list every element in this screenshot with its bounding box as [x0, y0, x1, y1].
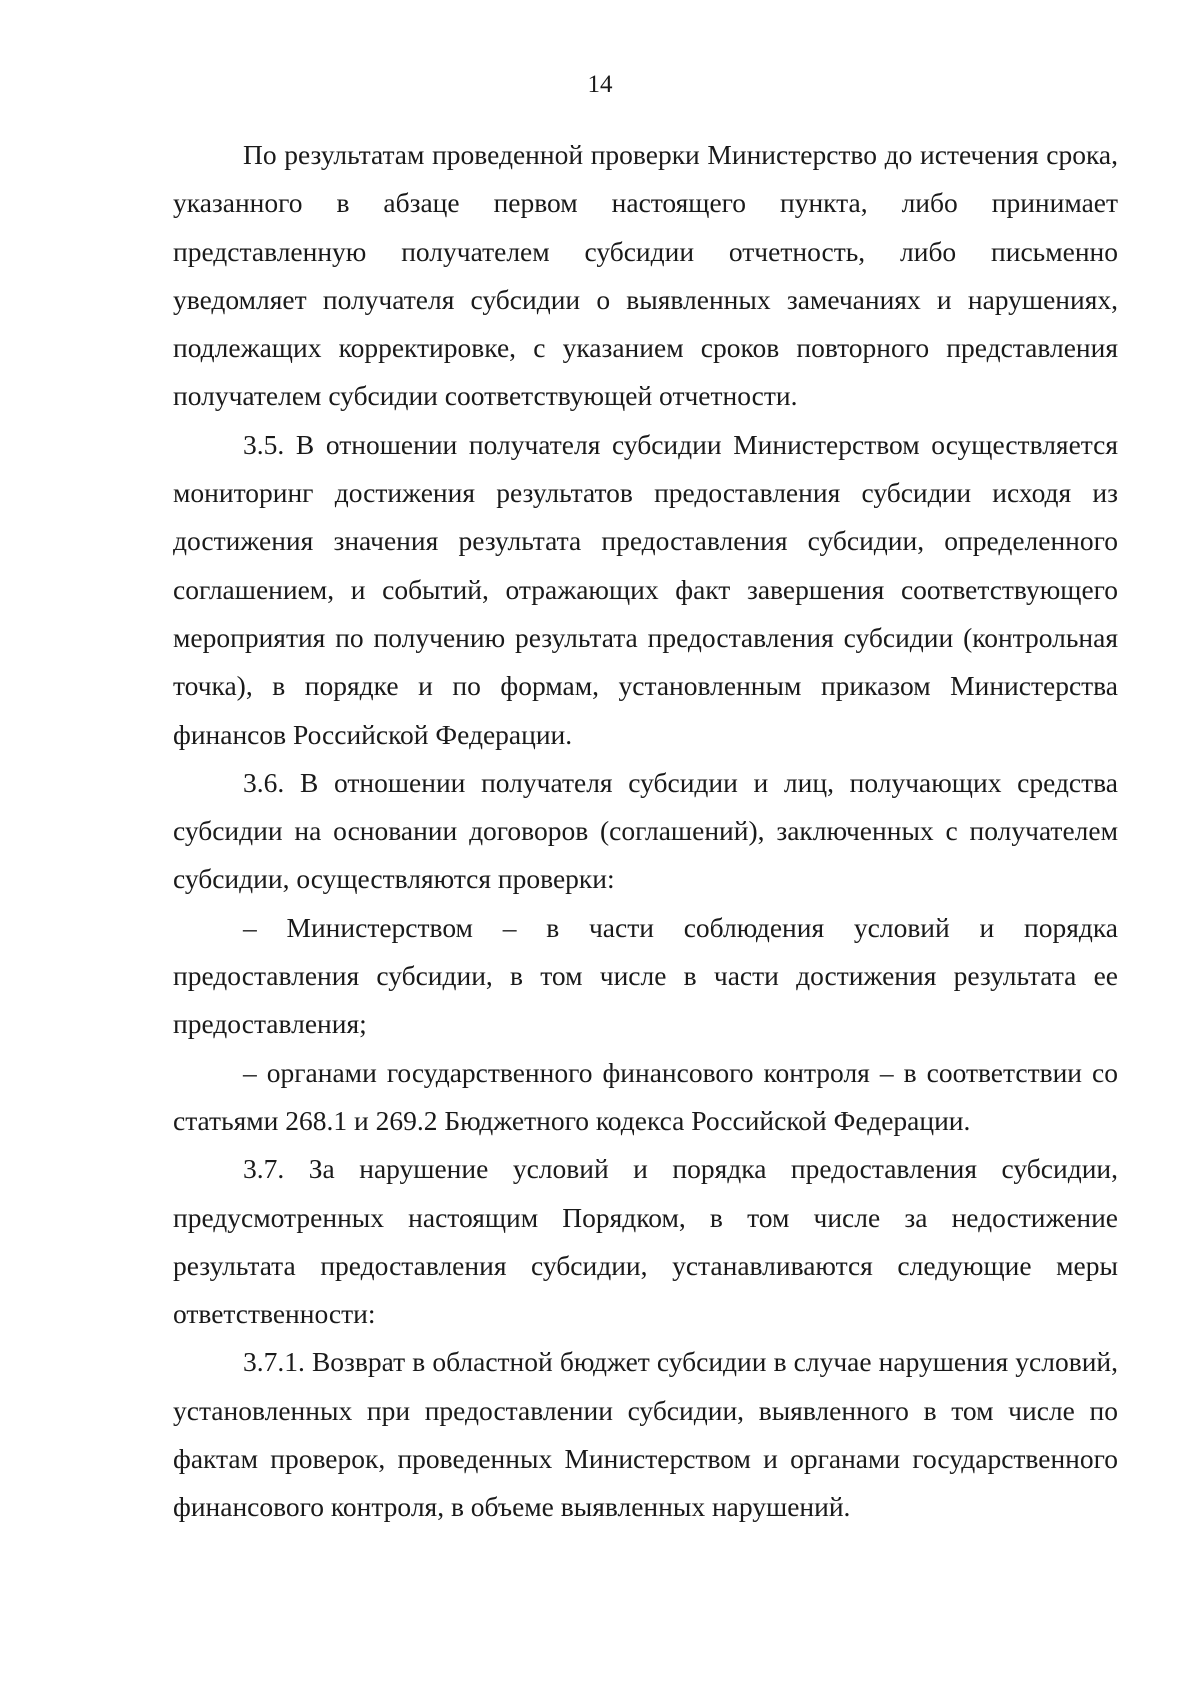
paragraph-review-results: По результатам проведенной проверки Министерство до истечения срока, указанного в абзаце первом настоящего пункта, либо принимает представленную получателем субсидии отчетность, либо письменно уведомляет получателя субсидии о выявленных замечаниях и нарушениях, подлежащих корректировке, с указанием сроков повторного представления получателем субсидии соответствующей отчетности. — [173, 139, 1118, 412]
paragraph-3-7-liability: 3.7. За нарушение условий и порядка предоставления субсидии, предусмотренных настоящим Порядком, в том числе за недостижение результата предоставления субсидии, устанавливаются следующие меры ответственности: — [173, 1153, 1118, 1330]
list-item-financial-control-checks: – органами государственного финансового контроля – в соответствии со статьями 268.1 и 269.2 Бюджетного кодекса Российской Федерации. — [173, 1056, 1118, 1136]
paragraph-3-7-1-refund: 3.7.1. Возврат в областной бюджет субсидии в случае нарушения условий, установленных при предоставлении субсидии, выявленного в том числе по фактам проверок, проведенных Министерством и органами государственного финансового контроля, в объеме выявленных нарушений. — [173, 1346, 1118, 1523]
document-body — [173, 131, 1118, 1532]
list-item-ministry-checks: – Министерством – в части соблюдения условий и порядка предоставления субсидии, в том числе в части достижения результата ее предоставления; — [173, 911, 1118, 1040]
paragraph-3-5-monitoring: 3.5. В отношении получателя субсидии Министерством осуществляется мониторинг достижения результатов предоставления субсидии исходя из достижения значения результата предоставления субсидии, определенного соглашением, и событий, отражающих факт завершения соответствующего мероприятия по получению результата предоставления субсидии (контрольная точка), в порядке и по формам, установленным приказом Министерства финансов Российской Федерации. — [173, 428, 1118, 750]
paragraph-3-6-inspections: 3.6. В отношении получателя субсидии и лиц, получающих средства субсидии на основании договоров (соглашений), заключенных с получателем субсидии, осуществляются проверки: — [173, 766, 1118, 895]
page-number: 14 — [587, 71, 613, 98]
